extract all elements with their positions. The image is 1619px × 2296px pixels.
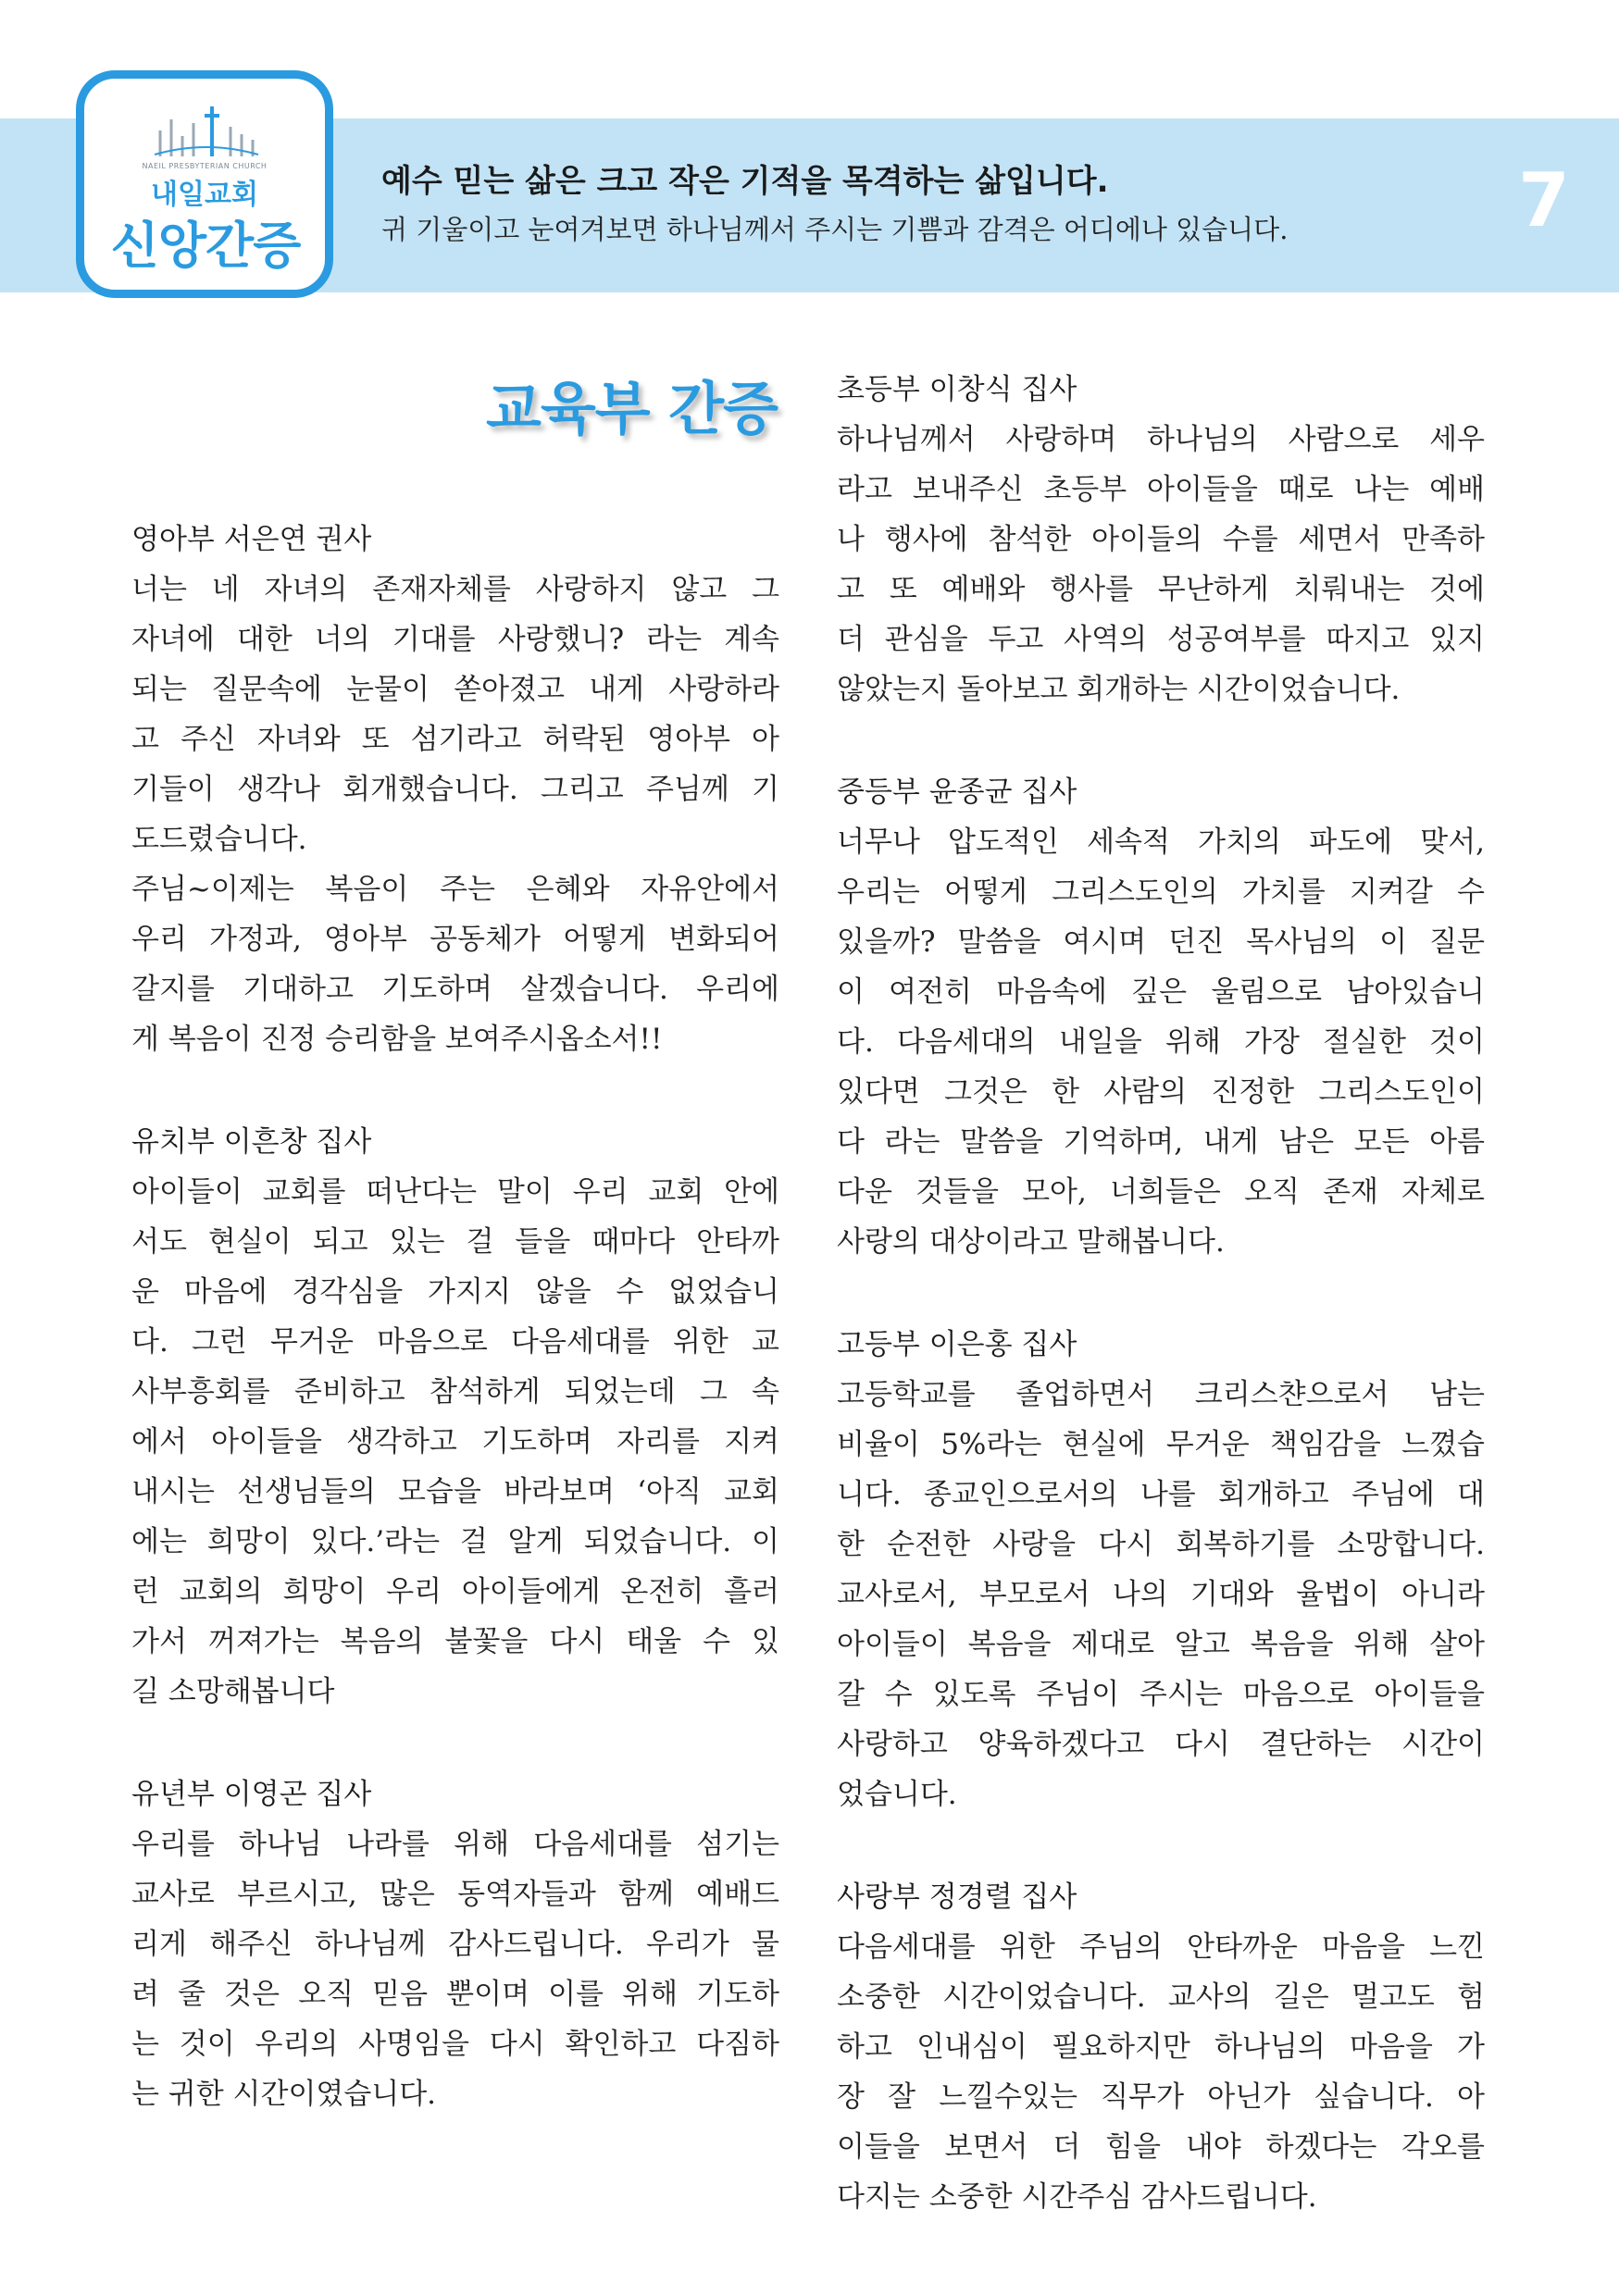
testimony-text-line: 우리를 하나님 나라를 위해 다음세대를 섬기는: [131, 1828, 779, 1861]
testimony-text-line: 런 교회의 희망이 우리 아이들에게 온전히 흘러: [131, 1575, 779, 1608]
testimony-text-line: 갈 수 있도록 주님이 주시는 마음으로 아이들을: [837, 1678, 1485, 1711]
testimony-text-line: 우리는 어떻게 그리스도인의 가치를 지켜갈 수: [837, 875, 1485, 909]
testimony-text-line: 리게 해주신 하나님께 감사드립니다. 우리가 물: [131, 1928, 779, 1961]
testimony-text-line: 다. 다음세대의 내일을 위해 가장 절실한 것이: [837, 1025, 1485, 1059]
testimony-text-line: 라고 보내주신 초등부 아이들을 때로 나는 예배: [837, 473, 1485, 506]
testimony-text-line: 있을까? 말씀을 여시며 던진 목사님의 이 질문: [837, 925, 1485, 959]
testimony-text-line: 운 마음에 경각심을 가지지 않을 수 없었습니: [131, 1275, 779, 1309]
testimony-text-line: 되는 질문속에 눈물이 쏟아졌고 내게 사랑하라: [131, 673, 779, 706]
church-skyline-icon: [153, 103, 260, 158]
testimony-author: 유년부 이영곤 집사: [131, 1778, 372, 1811]
page-title: 교육부 간증: [485, 375, 778, 442]
church-name: 내일교회: [151, 179, 258, 211]
testimony-section: [837, 365, 1485, 714]
testimony-text-line: 다지는 소중한 시간주심 감사드립니다.: [837, 2180, 1317, 2214]
left-column: [131, 515, 779, 2172]
testimony-section: [131, 1769, 779, 2119]
testimony-author: 중등부 윤종균 집사: [837, 776, 1077, 809]
subheadline: 귀 기울이고 눈여겨보면 하나님께서 주시는 기쁨과 감격은 어디에나 있습니다.: [381, 214, 1289, 245]
testimony-text-line: 에는 희망이 있다.’라는 걸 알게 되었습니다. 이: [131, 1525, 779, 1558]
testimony-text-line: 교사로서, 부모로서 나의 기대와 율법이 아니라: [837, 1578, 1485, 1611]
testimony-section: [131, 515, 779, 1064]
testimony-text-line: 내시는 선생님들의 모습을 바라보며 ‘아직 교회: [131, 1475, 779, 1508]
testimony-text-line: 소중한 시간이었습니다. 교사의 길은 멀고도 험: [837, 1980, 1485, 2014]
testimony-text-line: 한 순전한 사랑을 다시 회복하기를 소망합니다.: [837, 1528, 1485, 1561]
headline: 예수 믿는 삶은 크고 작은 기적을 목격하는 삶입니다.: [381, 163, 1109, 200]
testimony-section: [131, 1117, 779, 1717]
testimony-text-line: 있다면 그것은 한 사람의 진정한 그리스도인이: [837, 1075, 1485, 1109]
testimony-author: 영아부 서은연 권사: [131, 523, 372, 556]
testimony-text-line: 에서 아이들을 생각하고 기도하며 자리를 지켜: [131, 1425, 779, 1458]
testimony-text-line: 서도 현실이 되고 있는 걸 들을 때마다 안타까: [131, 1225, 779, 1259]
testimony-text-line: 다운 것들을 모아, 너희들은 오직 존재 자체로: [837, 1175, 1485, 1209]
testimony-text-line: 하고 인내심이 필요하지만 하나님의 마음을 가: [837, 2030, 1485, 2064]
testimony-text-line: 더 관심을 두고 사역의 성공여부를 따지고 있지: [837, 623, 1485, 656]
testimony-text-line: 사부흥회를 준비하고 참석하게 되었는데 그 속: [131, 1375, 779, 1409]
right-column: [837, 365, 1485, 2275]
testimony-text-line: 고 또 예배와 행사를 무난하게 치뤄내는 것에: [837, 573, 1485, 606]
testimony-text-line: 다 라는 말씀을 기억하며, 내게 남은 모든 아름: [837, 1125, 1485, 1159]
testimony-text-line: 너는 네 자녀의 존재자체를 사랑하지 않고 그: [131, 573, 779, 606]
testimony-text-line: 너무나 압도적인 세속적 가치의 파도에 맞서,: [837, 825, 1485, 859]
testimony-text-line: 는 귀한 시간이였습니다.: [131, 2078, 437, 2111]
testimony-section: [837, 1872, 1485, 2222]
testimony-text-line: 교사로 부르시고, 많은 동역자들과 함께 예배드: [131, 1878, 779, 1911]
testimony-text-line: 는 것이 우리의 사명임을 다시 확인하고 다짐하: [131, 2028, 779, 2061]
testimony-text-line: 않았는지 돌아보고 회개하는 시간이었습니다.: [837, 673, 1401, 706]
testimony-text-line: 가서 꺼져가는 복음의 불꽃을 다시 태울 수 있: [131, 1625, 779, 1658]
testimony-text-line: 갈지를 기대하고 기도하며 살겠습니다. 우리에: [131, 973, 779, 1006]
testimony-text-line: 아이들이 복음을 제대로 알고 복음을 위해 살아: [837, 1628, 1485, 1661]
testimony-text-line: 나 행사에 참석한 아이들의 수를 세면서 만족하: [837, 523, 1485, 556]
section-label: 신앙간증: [110, 217, 301, 275]
testimony-text-line: 었습니다.: [837, 1778, 957, 1811]
testimony-text-line: 비율이 5%라는 현실에 무거운 책임감을 느꼈습: [837, 1428, 1485, 1461]
testimony-text-line: 장 잘 느낄수있는 직무가 아닌가 싶습니다. 아: [837, 2080, 1485, 2114]
testimony-text-line: 이 여전히 마음속에 깊은 울림으로 남아있습니: [837, 975, 1485, 1009]
testimony-author: 초등부 이창식 집사: [837, 373, 1077, 406]
testimony-text-line: 도드렸습니다.: [131, 823, 307, 856]
testimony-section: [837, 1320, 1485, 1819]
testimony-text-line: 니다. 종교인으로서의 나를 회개하고 주님에 대: [837, 1478, 1485, 1511]
testimony-text-line: 게 복음이 진정 승리함을 보여주시옵소서!!: [131, 1023, 663, 1056]
testimony-text-line: 아이들이 교회를 떠난다는 말이 우리 교회 안에: [131, 1175, 779, 1209]
testimony-author: 사랑부 정경렬 집사: [837, 1880, 1077, 1914]
testimony-text-line: 주님~이제는 복음이 주는 은혜와 자유안에서: [131, 873, 779, 906]
testimony-text-line: 다음세대를 위한 주님의 안타까운 마음을 느낀: [837, 1930, 1485, 1964]
testimony-author: 고등부 이은홍 집사: [837, 1328, 1077, 1361]
church-logo: [76, 70, 333, 298]
testimony-text-line: 려 줄 것은 오직 믿음 뿐이며 이를 위해 기도하: [131, 1978, 779, 2011]
testimony-text-line: 하나님께서 사랑하며 하나님의 사람으로 세우: [837, 423, 1485, 456]
testimony-text-line: 기들이 생각나 회개했습니다. 그리고 주님께 기: [131, 773, 779, 806]
testimony-text-line: 자녀에 대한 너의 기대를 사랑했니? 라는 계속: [131, 623, 779, 656]
church-english-name: NAEIL PRESBYTERIAN CHURCH: [142, 162, 268, 170]
testimony-text-line: 우리 가정과, 영아부 공동체가 어떻게 변화되어: [131, 923, 779, 956]
page-number: 7: [1518, 157, 1570, 243]
testimony-text-line: 사랑의 대상이라고 말해봅니다.: [837, 1225, 1225, 1259]
testimony-author: 유치부 이흔창 집사: [131, 1125, 372, 1159]
testimony-text-line: 다. 그런 무거운 마음으로 다음세대를 위한 교: [131, 1325, 779, 1359]
testimony-text-line: 길 소망해봅니다: [131, 1675, 335, 1708]
testimony-text-line: 이들을 보면서 더 힘을 내야 하겠다는 각오를: [837, 2130, 1485, 2164]
testimony-text-line: 사랑하고 양육하겠다고 다시 결단하는 시간이: [837, 1728, 1485, 1761]
testimony-text-line: 고 주신 자녀와 또 섬기라고 허락된 영아부 아: [131, 723, 779, 756]
testimony-text-line: 고등학교를 졸업하면서 크리스챤으로서 남는: [837, 1378, 1485, 1411]
testimony-section: [837, 767, 1485, 1267]
